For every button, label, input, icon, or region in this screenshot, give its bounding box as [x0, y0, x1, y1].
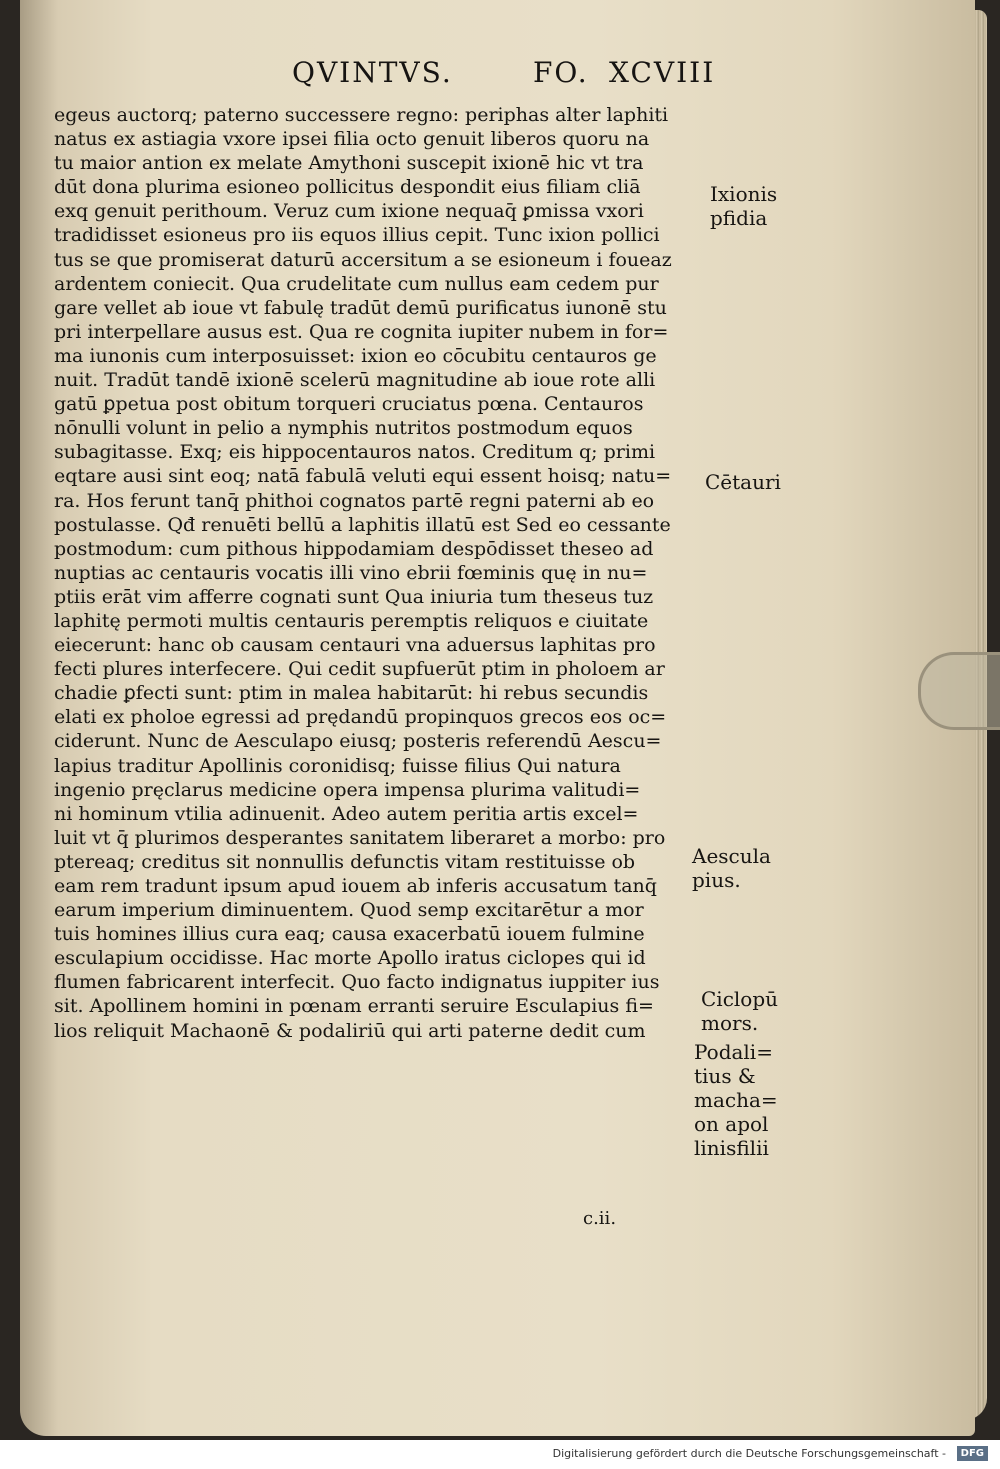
body-line: nuit. Tradūt tandē ixionē scelerū magnitudine ab ioue rote alli	[54, 369, 656, 392]
signature-mark: c.ii.	[583, 1208, 617, 1229]
margin-note-line: on apol	[694, 1112, 769, 1136]
body-line: ma iunonis cum interposuisset: ixion eo cōcubitu centauros ge	[54, 344, 657, 367]
body-text-block	[54, 103, 724, 1043]
body-line: ardentem coniecit. Qua crudelitate cum nullus eam cedem pur	[54, 272, 659, 295]
body-line: sit. Apollinem homini in pœnam erranti seruire Esculapius fi=	[54, 995, 654, 1018]
body-line: tu maior antion ex melate Amythoni suscepit ixionē hic vt tra	[54, 152, 644, 175]
margin-note-aesculapius	[692, 844, 771, 892]
running-head-title: QVINTVS.	[292, 56, 453, 89]
margin-note-line: mors.	[701, 1011, 759, 1035]
body-line: tradidisset esioneus pro iis equos illius cepit. Tunc ixion pollici	[54, 224, 660, 247]
body-line: eqtare ausi sint eoq; natā fabulā veluti equi essent hoisq; natu=	[54, 465, 672, 488]
body-line: flumen fabricarent interfecit. Quo facto indignatus iuppiter ius	[54, 971, 660, 994]
margin-note-line: Ciclopū	[701, 987, 779, 1011]
body-line: nuptias ac centauris vocatis illi vino ebrii fœminis quę in nu=	[54, 561, 648, 584]
dfg-logo: DFG	[957, 1446, 988, 1461]
margin-note-line: Podali=	[694, 1040, 773, 1064]
body-line: chadie ꝑfecti sunt: ptim in malea habitarūt: hi rebus secundis	[54, 682, 649, 705]
body-line: laphitę permoti multis centauris peremptis reliquos e ciuitate	[54, 609, 649, 632]
margin-note-line: Aescula	[692, 844, 771, 868]
body-line: pri interpellare ausus est. Qua re cognita iupiter nubem in for=	[54, 320, 669, 343]
body-line: postmodum: cum pithous hippodamiam despōdisset theseo ad	[54, 537, 654, 560]
body-line: tus se que promiserat daturū accersitum a se esioneum i foueaz	[54, 248, 672, 271]
body-line: subagitasse. Exq; eis hippocentauros natos. Creditum q; primi	[54, 441, 656, 464]
body-line: luit vt q̄ plurimos desperantes sanitatem liberaret a morbo: pro	[54, 826, 666, 849]
margin-note-line: pius.	[692, 868, 741, 892]
book-page	[20, 0, 975, 1436]
body-line: dūt dona plurima esioneo pollicitus despondit eius filiam cliā	[54, 176, 641, 199]
body-line: lapius traditur Apollinis coronidisq; fuisse filius Qui natura	[54, 754, 621, 777]
body-line: ptiis erāt vim afferre cognati sunt Qua iniuria tum theseus tuz	[54, 585, 654, 608]
margin-note-line: Cētauri	[705, 470, 781, 494]
body-line: nōnulli volunt in pelio a nymphis nutritos postmodum equos	[54, 417, 633, 440]
body-line: ptereaq; creditus sit nonnullis defunctis vitam restituisse ob	[54, 850, 636, 873]
margin-note-line: linisfilii	[694, 1136, 769, 1160]
margin-note-ixion	[710, 182, 777, 230]
footer-bar	[0, 1440, 1000, 1469]
body-line: earum imperium diminuentem. Quod semp excitarētur a mor	[54, 899, 644, 922]
body-line: ciderunt. Nunc de Aesculapo eiusq; posteris referendū Aescu=	[54, 730, 662, 753]
body-line: postulasse. Qđ renuēti bellū a laphitis illatū est Sed eo cessante	[54, 513, 671, 536]
margin-note-line: tius &	[694, 1064, 756, 1088]
running-head-folio-label: FO.	[533, 56, 589, 89]
body-line: tuis homines illius cura eaq; causa exacerbatū iouem fulmine	[54, 923, 645, 946]
body-line: lios reliquit Machaonē & podaliriū qui arti paterne dedit cum	[54, 1019, 646, 1042]
footer-credit-text: Digitalisierung gefördert durch die Deutsche Forschungsgemeinschaft -	[552, 1447, 946, 1460]
margin-note-podalirius	[694, 1040, 778, 1160]
body-line: gare vellet ab ioue vt fabulę tradūt demū purificatus iunonē stu	[54, 296, 667, 319]
margin-note-centauri	[705, 470, 781, 494]
body-line: fecti plures interfecere. Qui cedit supfuerūt ptim in pholoem ar	[54, 658, 665, 681]
margin-note-line: pfidia	[710, 206, 768, 230]
body-line: ingenio pręclarus medicine opera impensa plurima valitudi=	[54, 778, 641, 801]
body-line: eam rem tradunt ipsum apud iouem ab inferis accusatum tanq̄	[54, 875, 657, 897]
body-line: elati ex pholoe egressi ad prędandū propinquos grecos eos oc=	[54, 706, 667, 729]
body-line: ra. Hos ferunt tanq̄ phithoi cognatos partē regni paterni ab eo	[54, 489, 655, 512]
running-head-folio-number: XCVIII	[609, 56, 716, 89]
body-line: eiecerunt: hanc ob causam centauri vna aduersus laphitas pro	[54, 634, 656, 657]
body-line: exq genuit perithoum. Veruz cum ixione nequaq̄ ꝑmissa vxori	[54, 200, 644, 223]
margin-note-line: Ixionis	[710, 182, 778, 206]
body-line: esculapium occidisse. Hac morte Apollo iratus ciclopes qui id	[54, 947, 646, 970]
body-line: egeus auctorq; paterno successere regno: periphas alter laphiti	[54, 104, 669, 126]
body-line: natus ex astiagia vxore ipsei filia octo genuit liberos quoru na	[54, 128, 650, 151]
book-clasp	[918, 652, 1000, 730]
body-line: gatū ꝑpetua post obitum torqueri cruciatus pœna. Centauros	[54, 393, 644, 416]
margin-note-line: macha=	[694, 1088, 778, 1112]
body-line: ni hominum vtilia adinuenit. Adeo autem peritia artis excel=	[54, 802, 639, 825]
margin-note-ciclops	[701, 987, 778, 1035]
